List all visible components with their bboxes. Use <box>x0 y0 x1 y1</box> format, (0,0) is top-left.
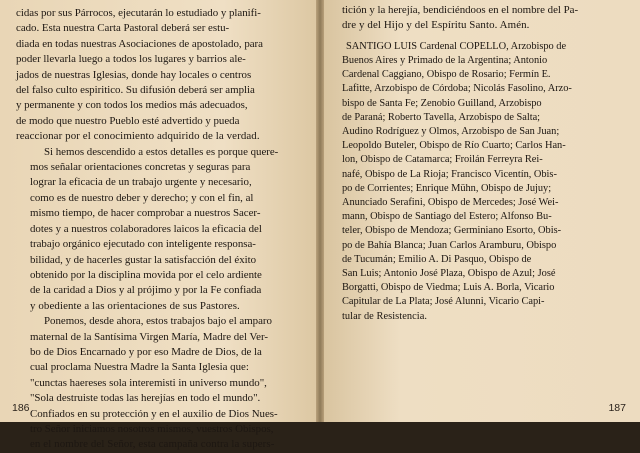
text-line: lograr la eficacia de un trabajo urgente y necesario, <box>30 176 252 189</box>
text-line: bo de Dios Encarnado y por eso Madre de Dios, de la <box>30 345 262 358</box>
text-line: jados de nuestras Iglesias, donde hay locales o centros <box>16 68 252 81</box>
signature-line: SANTIGO LUIS Cardenal COPELLO, Arzobispo de <box>346 40 567 52</box>
text-line: tro Señor iniciamos nosotros mismos, vuestros Obispos, <box>30 422 274 435</box>
right-page-intro <box>342 3 628 34</box>
signature-line: tular de Resistencia. <box>342 310 428 322</box>
text-line: maternal de la Santísima Virgen María, Madre del Ver- <box>30 330 268 343</box>
signature-line: Audino Rodríguez y Olmos, Arzobispo de San Juan; <box>342 126 560 138</box>
signature-line: Cardenal Caggiano, Obispo de Rosario; Fermín E. <box>342 69 551 81</box>
signature-line: San Luis; Antonio José Plaza, Obispo de Azul; José <box>342 268 556 280</box>
text-line: dotes y a nuestros colaboradores laicos la eficacia del <box>30 222 262 235</box>
text-line: poder llevarla luego a todos los lugares y barrios ale- <box>16 53 246 66</box>
paragraph <box>16 6 310 145</box>
text-line: reaccionar por el conocimiento adquirido de la verdad. <box>16 130 260 143</box>
left-page-number: 186 <box>12 402 30 414</box>
text-line: Ponemos, desde ahora, estos trabajos bajo el amparo <box>44 315 272 328</box>
signature-line: mann, Obispo de Santiago del Estero; Alfonso Bu- <box>342 211 552 223</box>
text-line: cidas por sus Párrocos, ejecutarán lo estudiado y planifi- <box>16 7 261 19</box>
signature-line: Leopoldo Buteler, Obispo de Río Cuarto; Carlos Han- <box>342 140 566 152</box>
signature-line: Lafitte, Arzobispo de Córdoba; Nicolás Fasolino, Arzo- <box>342 83 572 95</box>
text-line: cual proclama Nuestra Madre la Santa Iglesia que: <box>30 361 249 374</box>
text-line: "Sola destruiste todas las herejías en todo el mundo". <box>30 392 261 405</box>
text-line: cado. Esta nuestra Carta Pastoral deberá ser estu- <box>16 22 230 35</box>
text-line: y obediente a las orientaciones de sus Pastores. <box>30 299 240 312</box>
signature-line: Buenos Aires y Primado de la Argentina; Antonio <box>342 55 548 67</box>
paragraph <box>16 145 310 314</box>
signature-line: Capitular de La Plata; José Alunni, Vicario Capi- <box>342 296 545 308</box>
text-line: dre y del Hijo y del Espíritu Santo. Amén. <box>342 19 530 32</box>
signature-line: po de Corrientes; Enrique Mühn, Obispo de Jujuy; <box>342 182 552 194</box>
right-page-number: 187 <box>608 402 626 414</box>
signature-line: de Tucumán; Emilio A. Di Pasquo, Obispo de <box>342 253 532 265</box>
text-line: tición y la herejía, bendiciéndoos en el nombre del Pa- <box>342 4 579 16</box>
signature-line: Borgatti, Obispo de Viedma; Luis A. Borla, Vicario <box>342 282 555 294</box>
text-line: como es de nuestro deber y derecho; y con el fin, al <box>30 191 254 204</box>
text-line: Si hemos descendido a estos detalles es porque quere- <box>44 145 279 158</box>
signature-block <box>342 40 628 324</box>
text-line: "cunctas haereses sola interemisti in universo mundo", <box>30 376 267 389</box>
text-line: mismo tiempo, de hacer comprobar a nuestros Sacer- <box>30 207 261 220</box>
signature-line: bispo de Santa Fe; Zenobio Guilland, Arzobispo <box>342 97 542 109</box>
signature-line: Anunciado Serafini, Obispo de Mercedes; José Wei- <box>342 197 559 209</box>
text-line: de la caridad a Dios y al prójimo y por la Fe confiada <box>30 284 262 297</box>
signature-line: lon, Obispo de Catamarca; Froilán Ferreyra Rei- <box>342 154 543 166</box>
text-line: de modo que nuestro Pueblo esté advertido y pueda <box>16 114 240 127</box>
text-line: obtenido por la disciplina movida por el celo ardiente <box>30 268 262 281</box>
text-line: y permanente y con todos los medios más adecuados, <box>16 99 248 112</box>
signature-line: de Paraná; Roberto Tavella, Arzobispo de Salta; <box>342 111 541 123</box>
signature-line: teler, Obispo de Mendoza; Germiniano Esorto, Obis- <box>342 225 562 237</box>
text-line: bilidad, y de hacerles gustar la satisfacción del éxito <box>30 253 257 266</box>
text-line: del falso culto espiritico. Su difusión deberá ser amplia <box>16 84 255 97</box>
text-line: trabajo orgánico ejecutado con inteligente responsa- <box>30 238 256 251</box>
left-page-text <box>16 6 310 453</box>
text-line: mos señalar orientaciones concretas y seguras para <box>30 161 251 174</box>
signature-line: nafé, Obispo de La Rioja; Francisco Vicentín, Obis- <box>342 168 557 180</box>
text-line: Confiados en su protección y en el auxilio de Dios Nues- <box>30 407 278 420</box>
text-line: en el nombre del Señor, esta campaña contra la supers- <box>30 438 275 451</box>
signature-line: po de Bahía Blanca; Juan Carlos Aramburu, Obispo <box>342 239 557 251</box>
left-page <box>0 0 320 451</box>
text-line: diada en todas nuestras Asociaciones de apostolado, para <box>16 37 263 50</box>
right-page <box>320 0 640 422</box>
paragraph <box>16 314 310 453</box>
